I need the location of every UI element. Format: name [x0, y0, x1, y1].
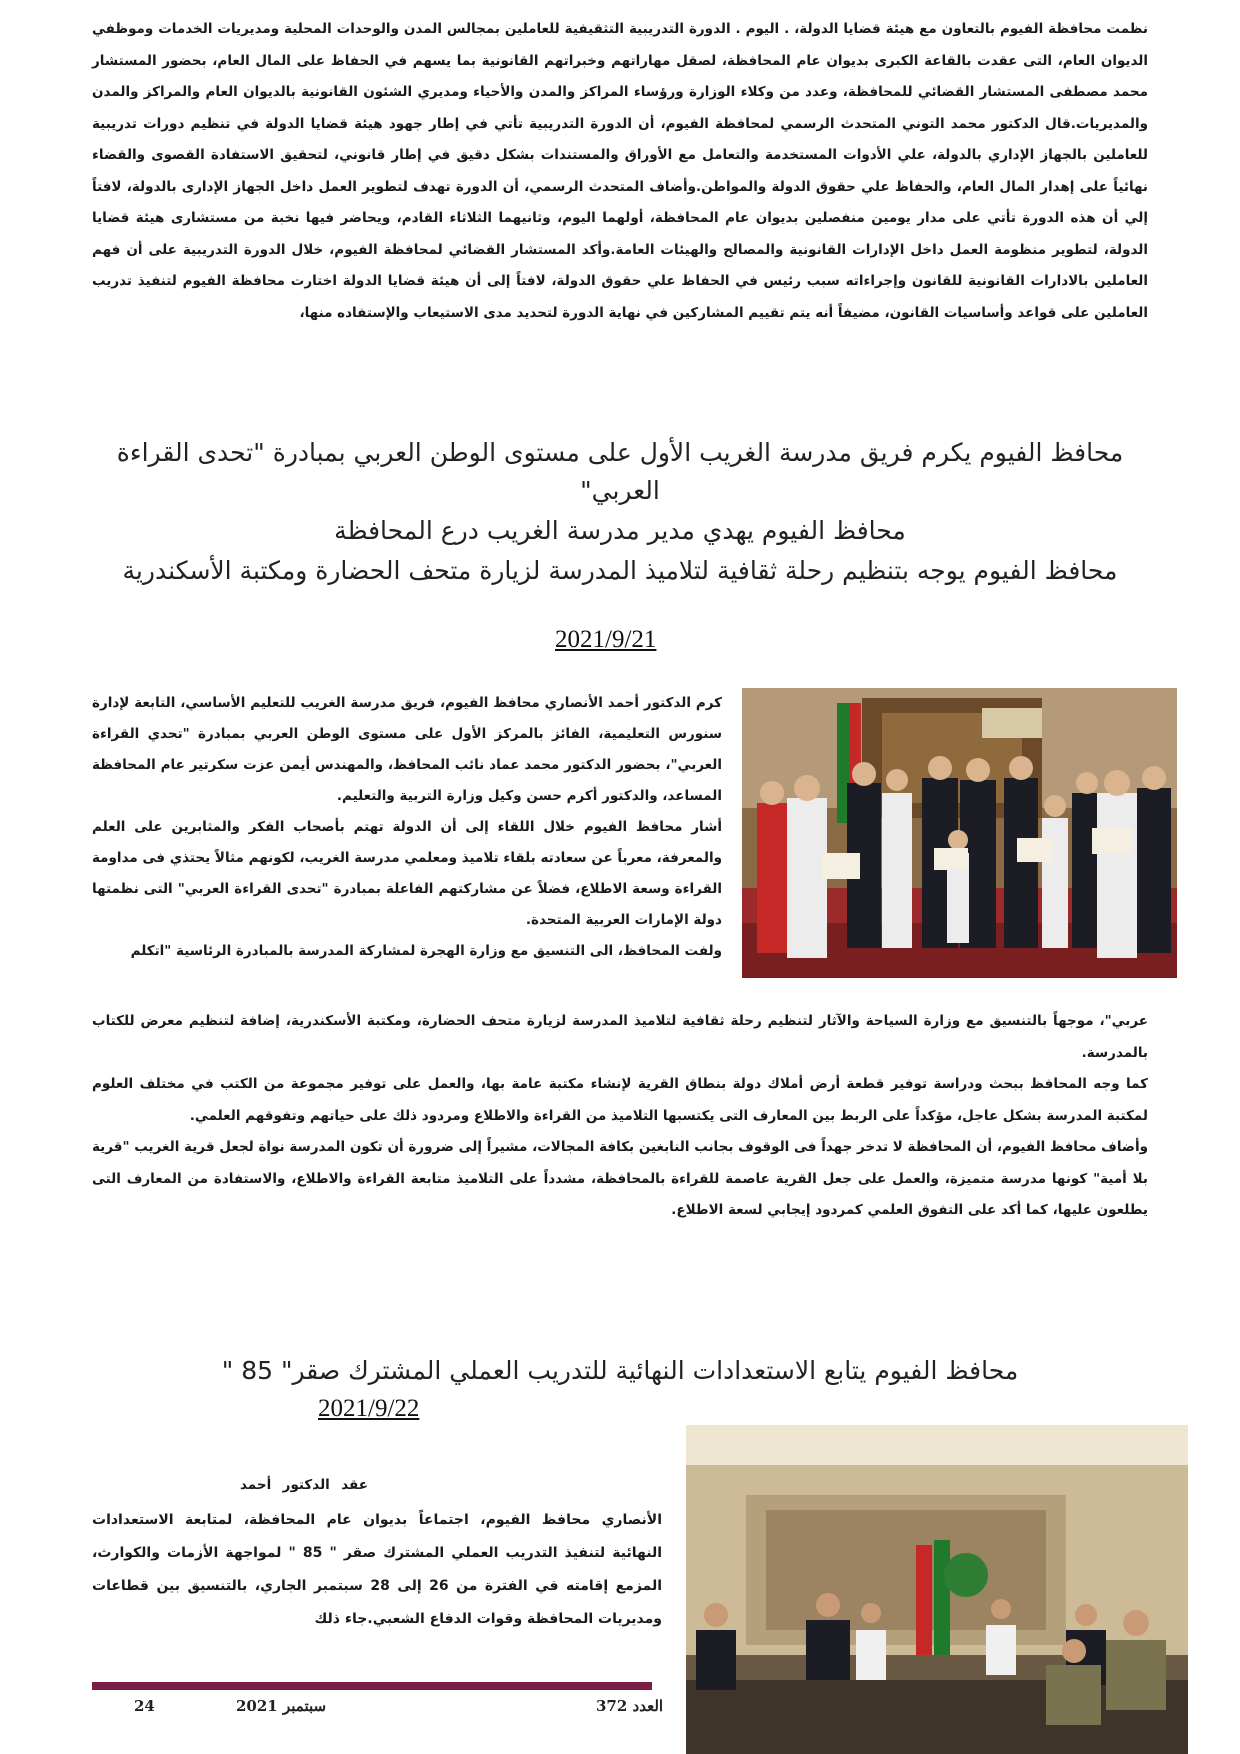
article2-paragraph-4: كما وجه المحافظ ببحث ودراسة توفير قطعة أرض أملاك دولة بنطاق القرية لإنشاء مكتبة عامة بها، والعمل على توفير مجموعة من الكتب في مختلف العلوم لمكتبة المدرسة بشكل عاجل، مؤكداً على الربط بين المعارف التى يكتسبها التلاميذ من القراءة والاطلاع ومردود ذلك على حياتهم وتفوقهم العلمي.: [92, 1076, 1148, 1124]
article2-paragraph-2: أشار محافظ الفيوم خلال اللقاء إلى أن الدولة تهتم بأصحاب الفكر والمثابرين على العلم والمعرفة، معرباً عن سعادته بلقاء تلاميذ ومعلمي مدرسة الغريب، لكونهم مثالاً يحتذي فى مداومة القراءة وسعة الاطلاع، فضلاً عن مشاركتهم الفاعلة بمبادرة "تحدى القراءة العربي" التى نظمتها دولة الإمارات العربية المتحدة.: [92, 819, 722, 928]
article1-paragraph: نظمت محافظة الفيوم بالتعاون مع هيئة قضايا الدولة، . اليوم . الدورة التدريبية التثقيفية للعاملين بمجالس المدن والوحدات المحلية ومديريات الخدمات وموظفي الديوان العام، التى عقدت بالقاعة الكبرى بديوان عام المحافظة، لصقل مهاراتهم وخبراتهم القانونية بما يسهم في الحفاظ على المال العام، بحضور المستشار محمد مصطفى المستشار القضائي للمحافظة، وعدد من وكلاء الوزارة ورؤساء المراكز والمدن والأحياء ومديري الشئون القانونية بالديوان العام والمراكز والمدن والمديريات.قال الدكتور محمد التوني المتحدث الرسمي لمحافظة الفيوم، أن الدورة التدريبية تأتي في إطار جهود هيئة قضايا الدولة في تنظيم دورات تدريبية للعاملين بالجهاز الإداري بالدولة، علي الأدوات المستخدمة والتعامل مع الأوراق والمستندات بشكل دقيق في إطار قانوني، لتحقيق الاستفادة القصوى والقضاء نهائياً على إهدار المال العام، والحفاظ علي حقوق الدولة والمواطن.وأضاف المتحدث الرسمي، أن الدورة تهدف لتطوير العمل داخل الجهاز الإدارى بالدولة، لافتاً إلي أن هذه الدورة تأتي على مدار يومين منفصلين بديوان عام المحافظة، أولهما اليوم، وثانيهما الثلاثاء القادم، ويحاضر فيها نخبة من مستشارى هيئة قضايا الدولة، لتطوير منظومة العمل داخل الإدارات القانونية والمصالح والهيئات العامة.وأكد المستشار القضائي لمحافظة الفيوم، خلال الدورة التدريبية على أن فهم العاملين بالادارات القانونية للقانون وإجراءاته سبب رئيس في الحفاظ علي حقوق الدولة، لافتاً إلى أن هيئة قضايا الدولة اختارت محافظة الفيوم لتنفيذ تدريب العاملين على قواعد وأساسيات القانون، مضيفاً أنه يتم تقييم المشاركين في نهاية الدورة لتحديد مدى الاستيعاب والإستفاده منها،: [92, 21, 1148, 321]
article2-date: 2021/9/21: [555, 626, 657, 653]
footer-rule: [92, 1682, 652, 1690]
article3-headline: محافظ الفيوم يتابع الاستعدادات النهائية للتدريب العملي المشترك صقر" 85 ": [221, 1356, 1019, 1385]
article2-headline-1: محافظ الفيوم يكرم فريق مدرسة الغريب الأول على مستوى الوطن العربي بمبادرة "تحدى القراءة العربي": [116, 438, 1124, 505]
article2-paragraph-3-end: عربي"، موجهاً بالتنسيق مع وزارة السياحة والآثار لتنظيم رحلة ثقافية لتلاميذ المدرسة لزيارة متحف الحضارة، ومكتبة الأسكندرية، إضافة لتنظيم معرض للكتاب بالمدرسة.: [92, 1013, 1148, 1061]
footer-month-year: سبتمبر 2021: [236, 1697, 327, 1715]
footer-issue: العدد 372: [596, 1697, 664, 1715]
article2-paragraph-3-start: ولفت المحافظ، الى التنسيق مع وزارة الهجرة لمشاركة المدرسة بالمبادرة الرئاسية "اتكلم: [130, 943, 722, 959]
article2-paragraph-1: كرم الدكتور أحمد الأنصاري محافظ الفيوم، فريق مدرسة الغريب للتعليم الأساسي، التابعة لإدارة سنورس التعليمية، الفائز بالمركز الأول على مستوى الوطن العربي بمبادرة "تحدي القراءة العربي"، بحضور الدكتور محمد عماد نائب المحافظ، والمهندس أيمن عزت سكرتير عام المحافظة المساعد، والدكتور أكرم حسن وكيل وزارة التربية والتعليم.: [92, 695, 722, 804]
article3-lead: عقد الدكتور أحمد: [240, 1477, 368, 1493]
article2-side-text: [92, 688, 722, 967]
article2-headline-3: محافظ الفيوم يوجه بتنظيم رحلة ثقافية لتلاميذ المدرسة لزيارة متحف الحضارة ومكتبة الأسكندرية: [122, 556, 1118, 585]
article2-paragraph-5: وأضاف محافظ الفيوم، أن المحافظة لا تدخر جهداً فى الوقوف بجانب النابغين بكافة المجالات، مشيراً إلى ضرورة أن تكون المدرسة نواة لجعل قرية الغريب "قرية بلا أمية" كونها مدرسة متميزة، والعمل على جعل القرية عاصمة للقراءة بالمحافظة، مشدداً على التلاميذ متابعة القراءة والاطلاع، والاستفادة من المعارف التى يطلعون عليها، كما أكد على التفوق العلمي كمردود إيجابي لسعة الاطلاع.: [92, 1139, 1148, 1218]
award-ceremony-photo: [742, 688, 1177, 978]
article2-headline-2: محافظ الفيوم يهدي مدير مدرسة الغريب درع المحافظة: [334, 516, 906, 545]
article3-body: الأنصاري محافظ الفيوم، اجتماعاً بديوان عام المحافظة، لمتابعة الاستعدادات النهائية لتنفيذ التدريب العملي المشترك صقر " 85 " لمواجهة الأزمات والكوارث، المزمع إقامته في الفترة من 26 إلى 28 سبتمبر الجاري، بالتنسيق بين قطاعات ومديريات المحافظة وقوات الدفاع الشعبي.جاء ذلك: [92, 1512, 663, 1627]
article2-full-text: [92, 1006, 1148, 1227]
article3-date: 2021/9/22: [318, 1395, 420, 1422]
meeting-photo: [686, 1425, 1188, 1754]
footer-page-number: 24: [134, 1697, 155, 1715]
